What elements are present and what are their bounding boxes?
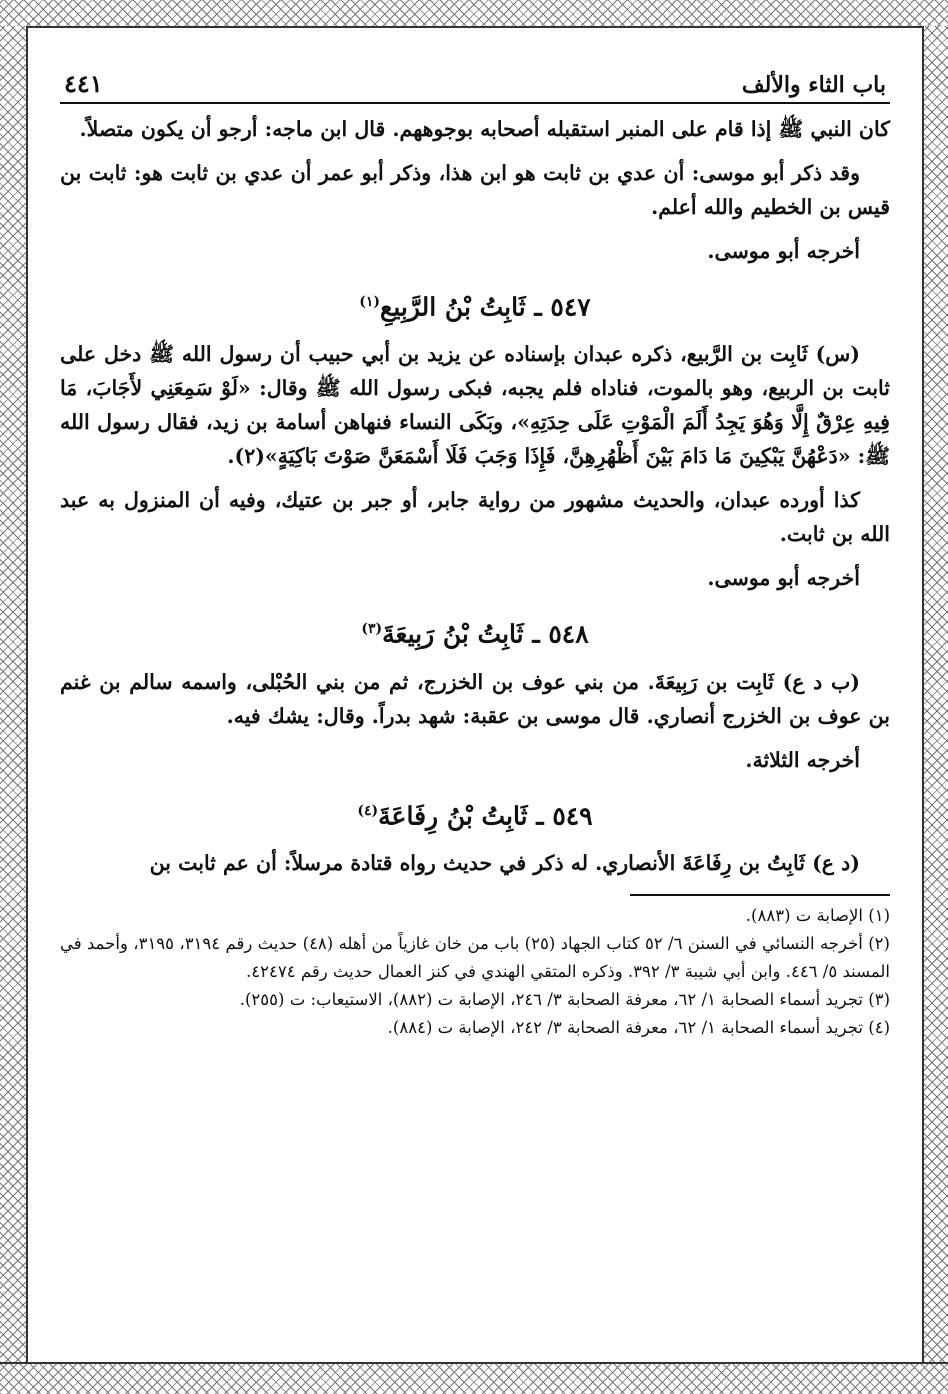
- footnote-ref: (٣): [361, 621, 383, 638]
- page-body: [60, 112, 890, 1042]
- entry-title: ٥٤٨ ـ ثَابِتُ بْنُ رَبِيعَةَ: [382, 619, 589, 649]
- entry-heading-547: [60, 282, 890, 327]
- decorative-border-right: [922, 26, 948, 1362]
- decorative-border-bottom: [0, 1362, 948, 1394]
- entry-paragraph: (س) ثَابِت بن الرَّبيع، ذكره عبدان بإسناده عن يزيد بن أبي حبيب أن رسول الله ﷺ دخل على ثابت بن الربيع، وهو بالموت، فناداه فلم يجبه، فبكى رسول الله ﷺ وقال: «لَوْ سَمِعَنِي لأَجَابَ، مَا فِيهِ عِرْقٌ إِلَّا وَهُوَ يَجِدُ أَلَمَ الْمَوْتِ عَلَى حِدَتِهِ»، وبَكَى النساء فنهاهن أسامة بن زيد، فقال رسول الله ﷺ: «دَعْهُنَّ يَبْكِينَ مَا دَامَ بَيْنَ أَظْهُرِهِنَّ، فَإِذَا وَجَبَ فَلَا أَسْمَعَنَّ صَوْتَ بَاكِيَةٍ»(٢).: [60, 342, 890, 469]
- page-number: ٤٤١: [64, 69, 103, 98]
- page-header: [60, 62, 890, 104]
- entry-paragraph: كذا أورده عبدان، والحديث مشهور من رواية جابر، أو جبر بن عتيك، وفيه أن المنزول به عبد الله بن ثابت.: [60, 488, 890, 547]
- entry-heading-549: [60, 791, 890, 836]
- footnote-item: (٤) تجريد أسماء الصحابة ١/ ٦٢، معرفة الصحابة ٣/ ٢٤٢، الإصابة ت (٨٨٤).: [387, 1017, 890, 1037]
- footnote-item: (٣) تجريد أسماء الصحابة ١/ ٦٢، معرفة الصحابة ٣/ ٢٤٦، الإصابة ت (٨٨٢)، الاستيعاب: ت (٢٥٥).: [239, 989, 890, 1009]
- footnote-ref: (١): [359, 294, 381, 310]
- footnote-item: (٢) أخرجه النسائي في السنن ٦/ ٥٢ كتاب الجهاد (٢٥) باب من خان غازياً من أهله (٤٨) حديث رقم ٣١٩٤، ٣١٩٥، وأحمد في المسند ٥/ ٤٤٦. وابن أبي شيبة ٣/ ٣٩٢. وذكره المتقي الهندي في كنز العمال حديث رقم ٤٢٤٧٤.: [60, 933, 890, 981]
- decorative-border-left: [0, 26, 28, 1362]
- footnotes-list: [60, 902, 890, 1042]
- entry-title: ٥٤٧ ـ ثَابِتُ بْنُ الرَّبِيعِ: [380, 292, 591, 322]
- decorative-border-top: [0, 0, 948, 28]
- book-page: [60, 62, 890, 1352]
- entry-paragraph: أخرجه الثلاثة.: [745, 747, 860, 772]
- footnote-divider: [630, 894, 890, 896]
- intro-paragraph-3: أخرجه أبو موسى.: [707, 239, 860, 263]
- intro-paragraph-2: وقد ذكر أبو موسى: أن عدي بن ثابت هو ابن هذا، وذكر أبو عمر أن عدي بن ثابت هو: ثابت بن قيس بن الخطيم والله أعلم.: [60, 161, 890, 219]
- footnote-item: (١) الإصابة ت (٨٨٣).: [745, 905, 890, 925]
- entry-paragraph: أخرجه أبو موسى.: [707, 566, 860, 591]
- footnote-ref: (٤): [357, 802, 379, 819]
- entry-paragraph: (ب د ع) ثَابِت بن رَبِيعَةَ. من بني عوف بن الخزرج، ثم من بني الحُبْلى، واسمه سالم بن غنم بن عوف بن الخزرج أنصاري. قال موسى بن عقبة: شهد بدراً. وقال: يشك فيه.: [60, 669, 890, 728]
- intro-paragraph-1: كان النبي ﷺ إذا قام على المنبر استقبله أصحابه بوجوههم. قال ابن ماجه: أرجو أن يكون متصلاً.: [79, 117, 890, 141]
- entry-paragraph: (د ع) ثَابِتُ بن رِفَاعَةَ الأنصاري. له ذكر في حديث رواه قتادة مرسلاً: أن عم ثابت بن: [149, 850, 860, 875]
- running-head: باب الثاء والألف: [741, 72, 886, 98]
- entry-heading-548: [60, 609, 890, 654]
- entry-title: ٥٤٩ ـ ثَابِتُ بْنُ رِفَاعَةَ: [378, 800, 593, 830]
